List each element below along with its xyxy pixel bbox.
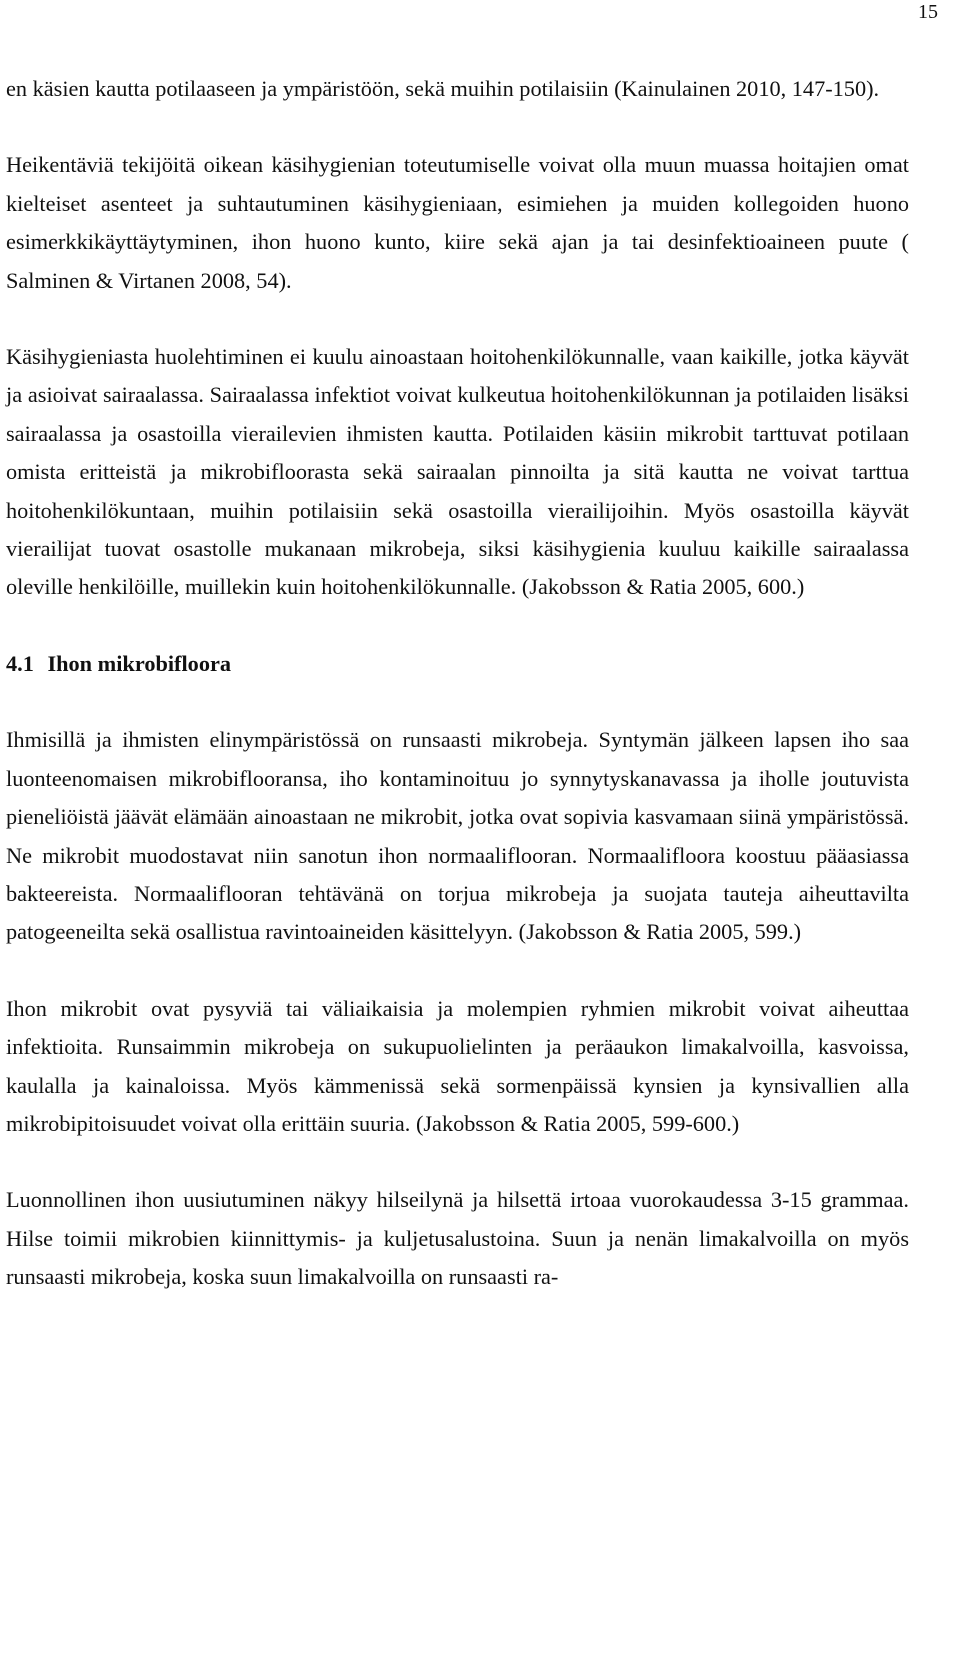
paragraph-skin-renewal: Luonnollinen ihon uusiutuminen näkyy hilseilynä ja hilsettä irtoaa vuorokaudessa 3-15 grammaa. Hilse toimii mikrobien kiinnittymis- ja kuljetusalustoina. Suun ja nenän limakalvoilla on myös runsaasti mikrobeja, koska suun limakalvoilla on runsaasti ra-	[6, 1187, 909, 1290]
section-title: Ihon mikrobifloora	[47, 650, 232, 676]
paragraph-skin-microflora: Ihmisillä ja ihmisten elinympäristössä on runsaasti mikrobeja. Syntymän jälkeen lapsen iho saa luonteenomaisen mikrobiflooransa, iho kontaminoituu jo synnytyskanavassa ja iholle joutuvista pieneliöistä jäävät elämään ainoastaan ne mikrobit, jotka ovat sopivia kasvamaan siinä ympäristössä. Ne mikrobit muodostavat niin sanotun ihon normaaliflooran. Normaalifloora koostuu pääasiassa bakteereista. Normaaliflooran tehtävänä on torjua mikrobeja ja suojata tauteja aiheuttavilta patogeeneilta sekä osallistua ravintoaineiden käsittelyyn. (Jakobsson & Ratia 2005, 599.)	[6, 727, 909, 945]
section-number: 4.1	[6, 650, 34, 676]
paragraph-skin-microbes: Ihon mikrobit ovat pysyviä tai väliaikaisia ja molempien ryhmien mikrobit voivat aiheuttaa infektioita. Runsaimmin mikrobeja on sukupuolielinten ja peräaukon limakalvoilla, kasvoissa, kaulalla ja kainaloissa. Myös kämmenissä sekä sormenpäissä kynsien ja kynsivallien alla mikrobipitoisuudet voivat olla erittäin suuria. (Jakobsson & Ratia 2005, 599-600.)	[6, 995, 909, 1136]
paragraph-negative-factors: Heikentäviä tekijöitä oikean käsihygienian toteutumiselle voivat olla muun muassa hoitajien omat kielteiset asenteet ja suhtautuminen käsihygieniaan, esimiehen ja muiden kollegoiden huono esimerkkikäyttäytyminen, ihon huono kunto, kiire sekä ajan ja tai desinfektioaineen puute ( Salminen & Virtanen 2008, 54).	[6, 152, 909, 293]
paragraph-continuation: en käsien kautta potilaaseen ja ympäristöön, sekä muihin potilaisiin (Kainulainen 2010, 147-150).	[6, 76, 880, 101]
paragraph-hand-hygiene-responsibility: Käsihygieniasta huolehtiminen ei kuulu ainoastaan hoitohenkilökunnalle, vaan kaikille, jotka käyvät ja asioivat sairaalassa. Sairaalassa infektiot voivat kulkeutua hoitohenkilökunnan ja potilaiden lisäksi sairaalassa ja osastoilla vierailevien ihmisten kautta. Potilaiden käsiin mikrobit tarttuvat potilaan omista eritteistä ja mikrobifloorasta sekä sairaalan pinnoilta ja sitä kautta ne voivat tarttua hoitohenkilökuntaan, muihin potilaisiin sekä osastoilla vierailijoihin. Myös osastoilla käyvät vierailijat tuovat osastolle mukanaan mikrobeja, siksi käsihygienia kuuluu kaikille sairaalassa oleville henkilöille, muillekin kuin hoitohenkilökunnalle. (Jakobsson & Ratia 2005, 600.)	[6, 344, 909, 600]
section-heading	[6, 645, 909, 683]
document-body	[6, 70, 909, 1297]
page-number: 15	[918, 1, 938, 23]
